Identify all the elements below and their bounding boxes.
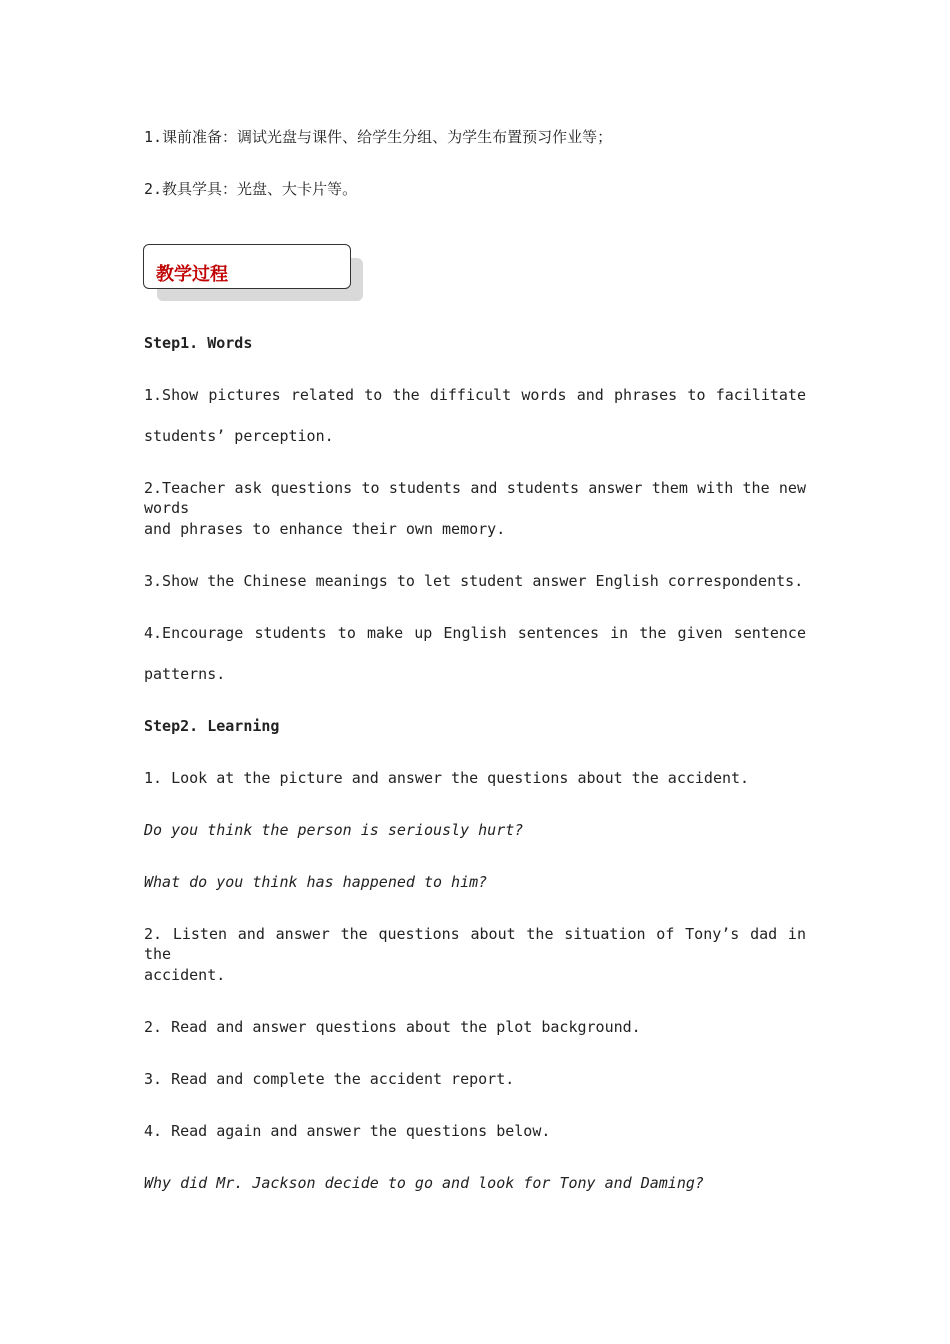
section-heading: 教学过程 bbox=[156, 264, 228, 285]
step1-item3: 3.Show the Chinese meanings to let student answer English correspondents. bbox=[144, 572, 804, 590]
step2-item2a-line1: 2. Listen and answer the questions about the situation of Tony’s dad in the bbox=[144, 925, 806, 963]
step1-item2-line1: 2.Teacher ask questions to students and students answer them with the new words bbox=[144, 479, 806, 517]
step2-item4: 4. Read again and answer the questions below. bbox=[144, 1122, 551, 1140]
step2-question-2: What do you think has happened to him? bbox=[144, 873, 488, 891]
step2-question-3: Why did Mr. Jackson decide to go and look for Tony and Daming? bbox=[144, 1174, 704, 1192]
step2-item1: 1. Look at the picture and answer the questions about the accident. bbox=[144, 769, 750, 787]
step2-title: Step2. Learning bbox=[144, 717, 280, 735]
section-heading-box bbox=[143, 244, 351, 289]
step1-title: Step1. Words bbox=[144, 334, 253, 352]
step1-item4-line1: 4.Encourage students to make up English sentences in the given sentence bbox=[144, 624, 806, 642]
step1-item2-line2: and phrases to enhance their own memory. bbox=[144, 520, 506, 538]
step2-item3: 3. Read and complete the accident report. bbox=[144, 1070, 515, 1088]
step1-item4-line2: patterns. bbox=[144, 665, 226, 683]
step2-item2a-line2: accident. bbox=[144, 966, 226, 984]
step1-item1-line1: 1.Show pictures related to the difficult words and phrases to facilitate bbox=[144, 386, 806, 404]
step1-item1-line2: students’ perception. bbox=[144, 427, 334, 445]
prep-item-1: 1.课前准备：调试光盘与课件、给学生分组、为学生布置预习作业等； bbox=[144, 128, 613, 146]
step2-item2b: 2. Read and answer questions about the plot background. bbox=[144, 1018, 641, 1036]
prep-item-2: 2.教具学具：光盘、大卡片等。 bbox=[144, 180, 358, 198]
step2-question-1: Do you think the person is seriously hurt? bbox=[144, 821, 524, 839]
